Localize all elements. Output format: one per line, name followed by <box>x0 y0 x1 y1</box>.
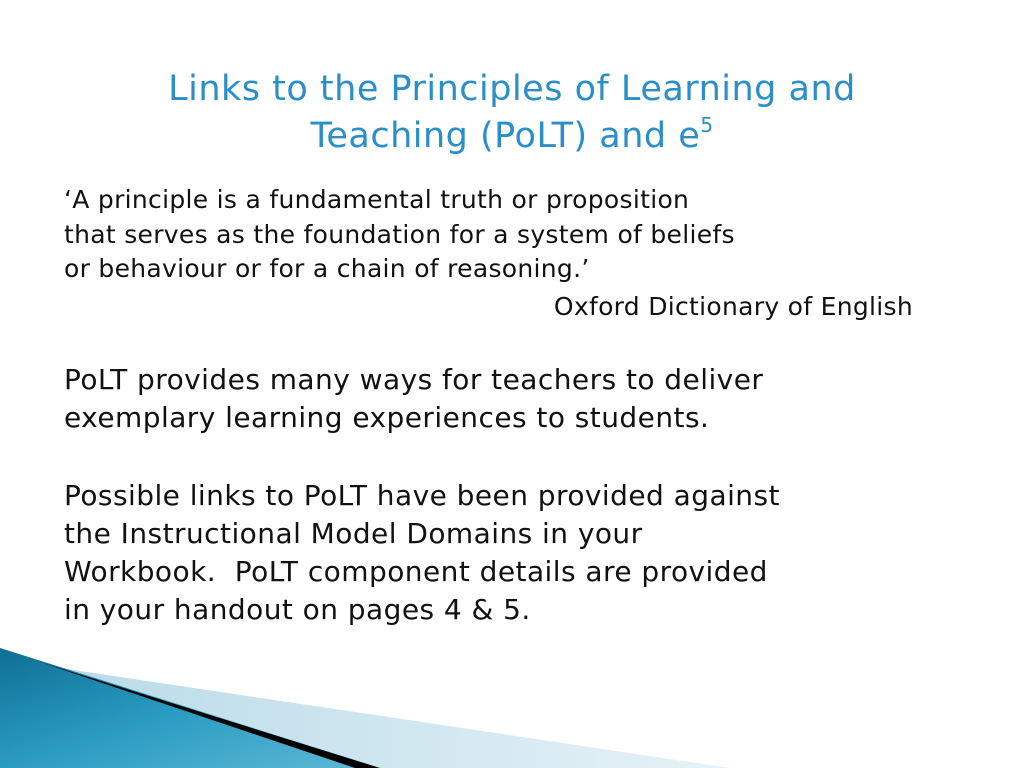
definition-quote <box>64 183 735 287</box>
quote-line: that serves as the foundation for a system of beliefs <box>64 219 735 249</box>
title-line <box>0 113 1024 160</box>
paragraph-line: the Instructional Model Domains in your <box>64 517 643 550</box>
slide-title <box>0 66 1024 160</box>
title-line: Links to the Principles of Learning and <box>168 69 856 109</box>
paragraph-line: Possible links to PoLT have been provided against <box>64 479 780 512</box>
title-superscript: 5 <box>700 113 714 137</box>
paragraph-line: exemplary learning experiences to students. <box>64 401 710 434</box>
quote-attribution: Oxford Dictionary of English <box>553 292 913 321</box>
bottom-wedge-decoration <box>0 640 1024 768</box>
quote-line: ‘A principle is a fundamental truth or proposition <box>64 185 690 214</box>
quote-line: or behaviour or for a chain of reasoning.’ <box>64 254 590 283</box>
paragraph-line: Workbook. PoLT component details are provided <box>64 555 768 588</box>
title-line-text: Teaching (PoLT) and e <box>310 116 701 156</box>
polt-links-paragraph <box>64 477 780 629</box>
paragraph-line: in your handout on pages 4 & 5. <box>64 593 531 626</box>
paragraph-line: PoLT provides many ways for teachers to deliver <box>64 363 764 396</box>
polt-description-paragraph <box>64 361 763 437</box>
